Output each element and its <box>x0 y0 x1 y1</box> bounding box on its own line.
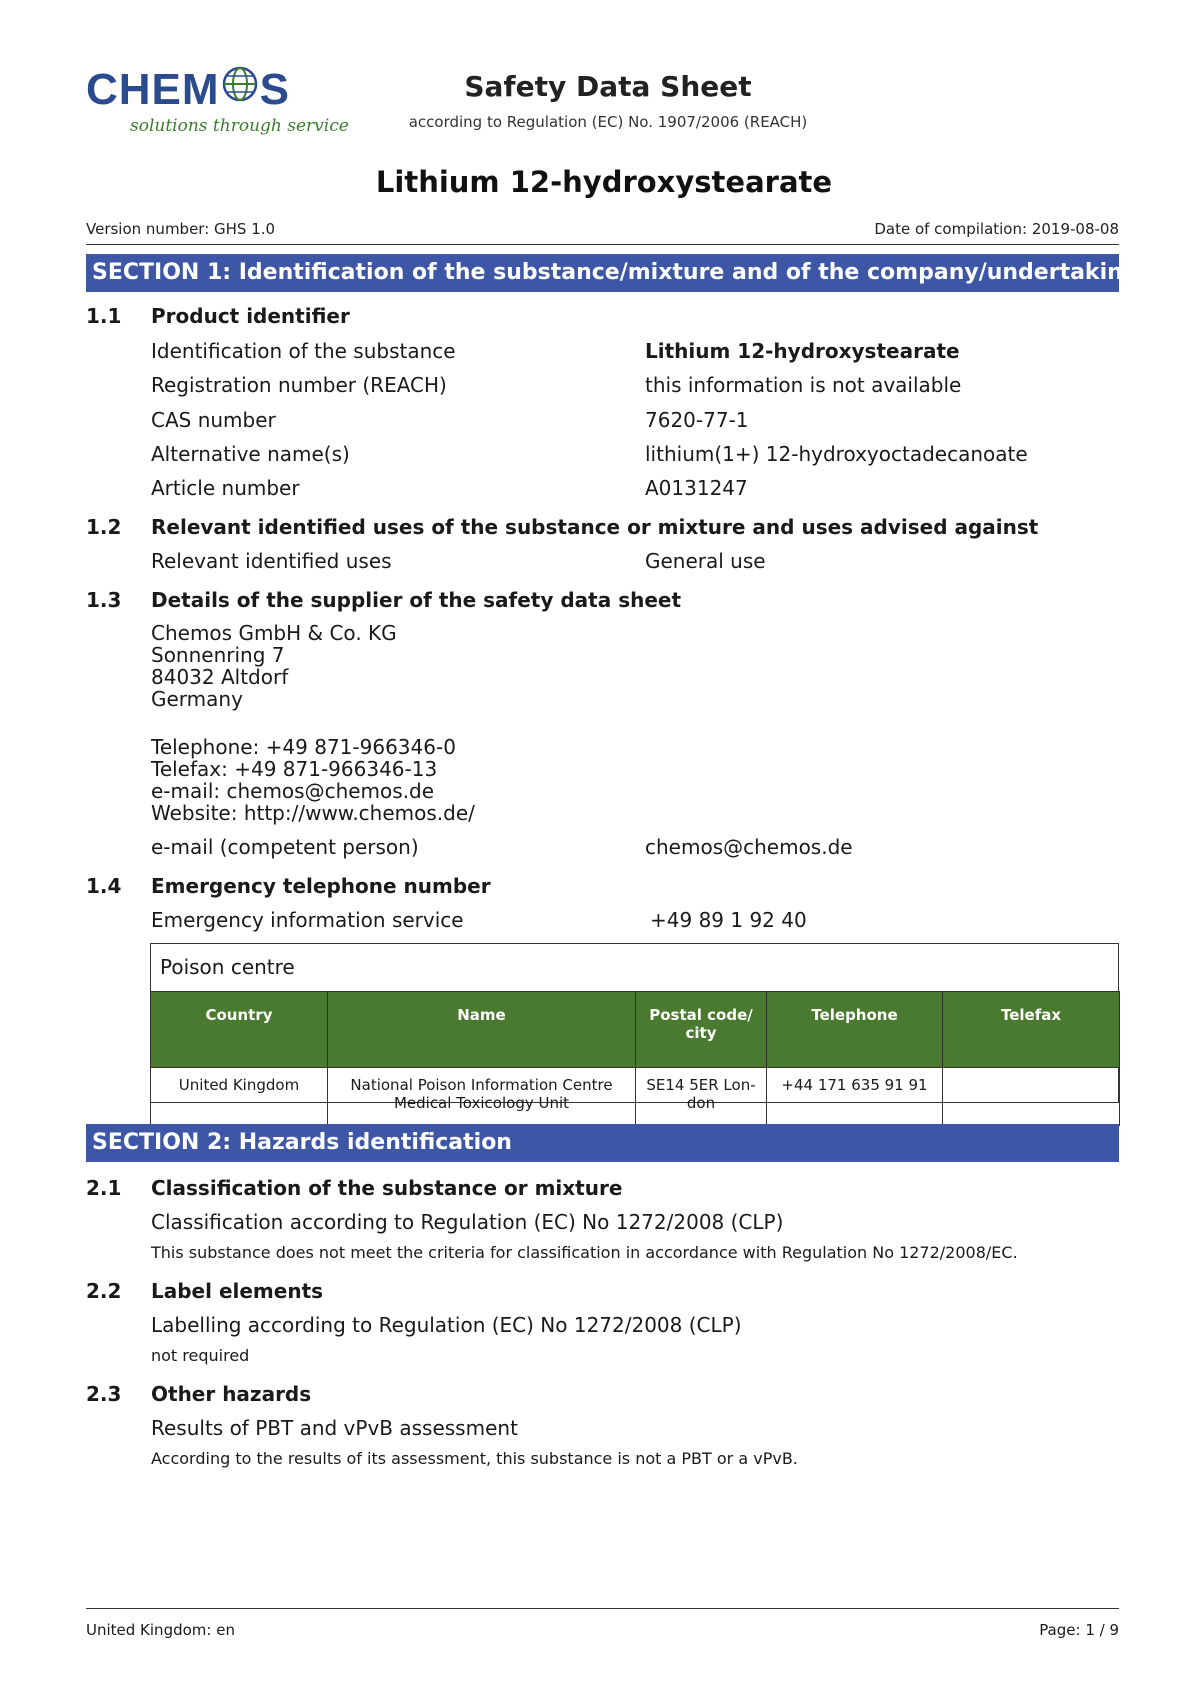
row-label: Registration number (REACH) <box>151 373 447 397</box>
column-header: Telephone <box>767 992 943 1068</box>
document-title: Safety Data Sheet <box>464 70 752 103</box>
footer-locale: United Kingdom: en <box>86 1621 235 1639</box>
subsection-subheading: Labelling according to Regulation (EC) No 1272/2008 (CLP) <box>151 1313 742 1337</box>
supplier-address <box>151 622 397 710</box>
competent-email-link[interactable]: chemos@chemos.de <box>645 835 853 859</box>
subsection-title-uses: Relevant identified uses of the substance or mixture and uses advised against <box>151 515 1039 539</box>
row-value: Lithium 12-hydroxystearate <box>645 339 960 363</box>
column-header: Telefax <box>943 992 1120 1068</box>
address-line: Sonnenring 7 <box>151 643 285 667</box>
row-label: Emergency information service <box>151 908 464 932</box>
company-logo: CHEM S <box>86 65 290 114</box>
subsection-title-supplier: Details of the supplier of the safety data sheet <box>151 588 682 612</box>
column-header: Name <box>328 992 636 1068</box>
contact-website[interactable]: Website: http://www.chemos.de/ <box>151 801 475 825</box>
contact-email[interactable]: e-mail: chemos@chemos.de <box>151 779 435 803</box>
supplier-contact <box>151 736 475 824</box>
subsection-title-emergency: Emergency telephone number <box>151 874 491 898</box>
product-title: Lithium 12-hydroxystearate <box>375 165 833 199</box>
subsection-subheading: Results of PBT and vPvB assessment <box>151 1416 518 1440</box>
subsection-title-classification: Classification of the substance or mixture <box>151 1176 623 1200</box>
subsection-number: 1.3 <box>86 588 122 612</box>
column-header: Postal code/ city <box>636 992 767 1068</box>
table-cell: SE14 5ER Lon- don <box>636 1068 767 1126</box>
document-subtitle: according to Regulation (EC) No. 1907/2006 (REACH) <box>408 113 808 131</box>
row-value: 7620-77-1 <box>645 408 749 432</box>
row-value: General use <box>645 549 766 573</box>
row-label: CAS number <box>151 408 276 432</box>
section-2-header: SECTION 2: Hazards identification <box>86 1124 1119 1162</box>
subsection-text: not required <box>151 1346 250 1365</box>
address-line: 84032 Altdorf <box>151 665 289 689</box>
row-value: this information is not available <box>645 373 962 397</box>
table-cell: United Kingdom <box>151 1068 328 1126</box>
table-cell: National Poison Information Centre Medical Toxicology Unit <box>328 1068 636 1126</box>
emergency-number: +49 89 1 92 40 <box>650 908 807 932</box>
table-header-row <box>151 992 1120 1068</box>
subsection-number: 2.2 <box>86 1279 122 1303</box>
table-cell: +44 171 635 91 91 <box>767 1068 943 1126</box>
subsection-number: 1.2 <box>86 515 122 539</box>
row-label: e-mail (competent person) <box>151 835 419 859</box>
subsection-text: According to the results of its assessment, this substance is not a PBT or a vPvB. <box>151 1449 798 1468</box>
row-value: A0131247 <box>645 476 748 500</box>
row-label: Alternative name(s) <box>151 442 350 466</box>
section-1-header: SECTION 1: Identification of the substance/mixture and of the company/undertaking <box>86 254 1119 292</box>
subsection-number: 1.1 <box>86 304 122 328</box>
subsection-title-label-elements: Label elements <box>151 1279 324 1303</box>
subsection-title-product-identifier: Product identifier <box>151 304 350 328</box>
subsection-subheading: Classification according to Regulation (EC) No 1272/2008 (CLP) <box>151 1210 784 1234</box>
poison-centre-table <box>150 991 1120 1126</box>
address-line: Chemos GmbH & Co. KG <box>151 621 397 645</box>
subsection-text: This substance does not meet the criteria for classification in accordance with Regulation No 1272/2008/EC. <box>151 1243 1018 1262</box>
version-number: Version number: GHS 1.0 <box>86 220 276 238</box>
compilation-date: Date of compilation: 2019-08-08 <box>874 220 1119 238</box>
page-number: Page: 1 / 9 <box>1039 1621 1119 1639</box>
row-label: Identification of the substance <box>151 339 456 363</box>
row-value: lithium(1+) 12-hydroxyoctadecanoate <box>645 442 1028 466</box>
logo-tagline: solutions through service <box>130 116 349 136</box>
subsection-number: 1.4 <box>86 874 122 898</box>
contact-telefax: Telefax: +49 871-966346-13 <box>151 757 438 781</box>
row-label: Relevant identified uses <box>151 549 392 573</box>
header-divider <box>86 244 1119 245</box>
column-header: Country <box>151 992 328 1068</box>
row-label: Article number <box>151 476 300 500</box>
contact-telephone: Telephone: +49 871-966346-0 <box>151 735 456 759</box>
subsection-number: 2.3 <box>86 1382 122 1406</box>
poison-centre-title: Poison centre <box>160 955 295 979</box>
table-cell <box>943 1068 1120 1126</box>
subsection-title-other-hazards: Other hazards <box>151 1382 312 1406</box>
subsection-number: 2.1 <box>86 1176 122 1200</box>
footer-divider <box>86 1608 1119 1609</box>
table-row <box>151 1068 1120 1126</box>
address-line: Germany <box>151 687 243 711</box>
